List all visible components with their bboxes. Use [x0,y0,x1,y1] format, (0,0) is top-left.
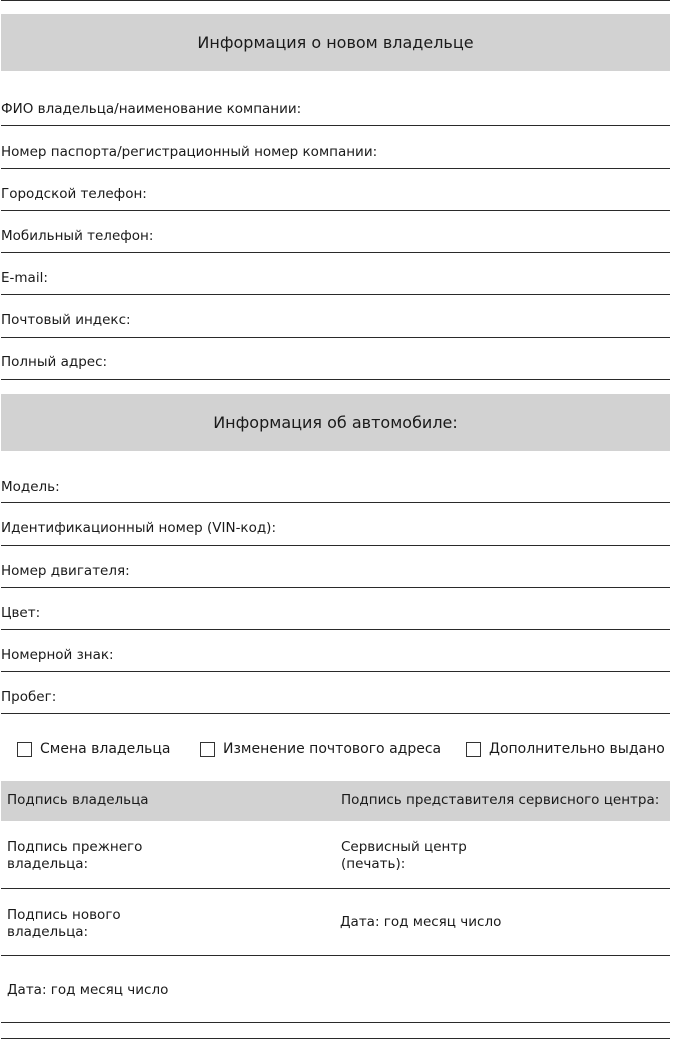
prev-owner-line-1: Подпись прежнего [7,839,143,855]
postal-code-line [1,337,670,338]
top-rule [1,0,670,1]
passport-number-label: Номер паспорта/регистрационный номер компании: [1,144,378,160]
bottom-rule [1,1038,670,1039]
license-plate-line [1,671,670,672]
full-address-line [1,379,670,380]
color-field[interactable] [1,605,670,631]
landline-phone-field[interactable] [1,186,670,212]
service-center-stamp-label[interactable] [341,839,467,873]
owner-date-label[interactable]: Дата: год месяц число [7,982,169,998]
postal-code-field[interactable] [1,312,670,338]
engine-number-line [1,587,670,588]
license-plate-field[interactable] [1,647,670,673]
postal-code-label: Почтовый индекс: [1,312,131,328]
vin-field[interactable] [1,520,670,546]
vehicle-section-title: Информация об автомобиле: [213,413,458,432]
additionally-issued-label: Дополнительно выдано [489,741,665,757]
mileage-label: Пробег: [1,689,57,705]
change-address-checkbox[interactable] [200,742,215,757]
license-plate-label: Номерной знак: [1,647,114,663]
landline-phone-label: Городской телефон: [1,186,147,202]
mobile-phone-label: Мобильный телефон: [1,228,154,244]
service-center-line-2: (печать): [341,856,406,872]
signature-rule-1 [1,888,670,889]
new-owner-line-1: Подпись нового [7,907,121,923]
mobile-phone-field[interactable] [1,228,670,254]
change-owner-label: Смена владельца [40,741,171,757]
owner-name-line [1,125,670,126]
owner-name-field[interactable] [1,101,670,127]
engine-number-label: Номер двигателя: [1,563,130,579]
owner-section-header [1,14,670,71]
additionally-issued-option[interactable] [466,741,665,757]
change-owner-checkbox[interactable] [17,742,32,757]
prev-owner-line-2: владельца: [7,856,89,872]
full-address-field[interactable] [1,354,670,380]
model-line [1,502,670,503]
email-label: E-mail: [1,270,48,286]
prev-owner-signature-label[interactable] [7,839,142,873]
mileage-line [1,713,670,714]
color-label: Цвет: [1,605,41,621]
mobile-phone-line [1,252,670,253]
mileage-field[interactable] [1,689,670,715]
service-center-line-1: Сервисный центр [341,839,467,855]
passport-number-field[interactable] [1,144,670,170]
change-owner-option[interactable] [17,741,171,757]
new-owner-line-2: владельца: [7,924,89,940]
model-label: Модель: [1,479,60,495]
additionally-issued-checkbox[interactable] [466,742,481,757]
signature-header [1,781,670,821]
landline-phone-line [1,210,670,211]
engine-number-field[interactable] [1,563,670,589]
email-field[interactable] [1,270,670,296]
service-rep-signature-heading: Подпись представителя сервисного центра: [341,792,660,808]
passport-number-line [1,168,670,169]
email-line [1,294,670,295]
service-date-label[interactable]: Дата: год месяц число [340,914,502,930]
vehicle-section-header [1,394,670,451]
full-address-label: Полный адрес: [1,354,108,370]
owner-signature-heading: Подпись владельца [7,792,149,808]
owner-name-label: ФИО владельца/наименование компании: [1,101,302,117]
vin-line [1,545,670,546]
change-address-label: Изменение почтового адреса [223,741,442,757]
owner-section-title: Информация о новом владельце [197,33,474,52]
color-line [1,629,670,630]
model-field[interactable] [1,479,670,505]
signature-rule-3 [1,1022,670,1023]
vin-label: Идентификационный номер (VIN-код): [1,520,276,536]
options-row [0,741,676,761]
new-owner-signature-label[interactable] [7,907,121,941]
change-address-option[interactable] [200,741,441,757]
signature-rule-2 [1,955,670,956]
